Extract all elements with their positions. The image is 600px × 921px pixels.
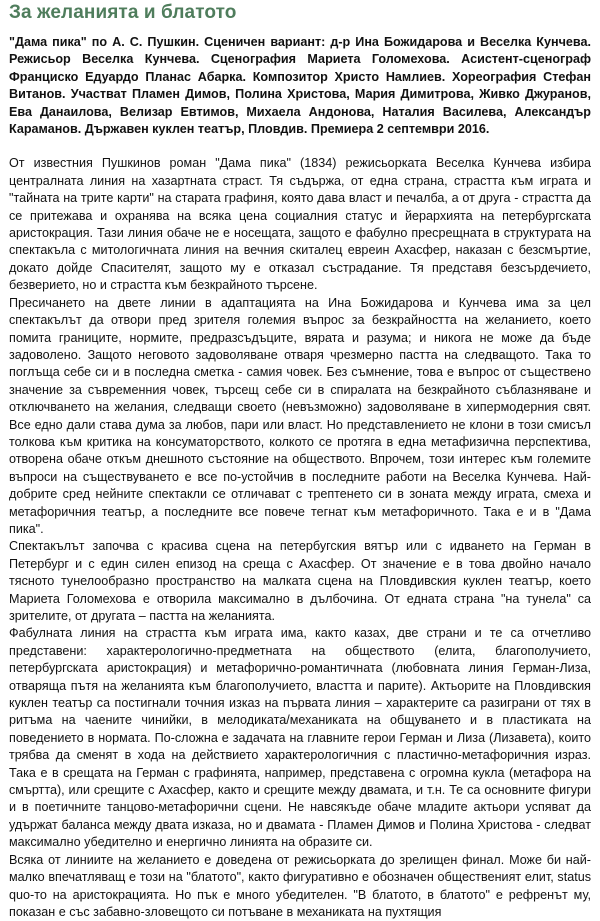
article-title: За желанията и блатото bbox=[9, 2, 237, 23]
paragraph: Фабулната линия на страстта към играта има, както казах, две страни и те са отчетливо представени: характерологично-предметната на обществото (елита, благополучието, петербургската аристокрация) и метафорично-романтичната (любовната линия Герман-Лиза, отваряща пътя на желанията към благополучието, властта и парите). Актьорите на Пловдивския куклен театър са постигнали точния изказ на първата линия – характерите са разиграни от тях в ритъма на чаените чинийки, в мелодиката/механиката на общуването и в пластиката на поведението в нормата. По-сложна е задачата на главните герои Герман и Лиза (Лизавета), които трябва да сменят в хода на действието характерологичния с пластично-метафоричния израз. Така е в срещата на Герман с графинята, например, представена с огромна кукла (метафора на смъртта), или срещите с Ахасфер, както и срещите между двамата, и т.н. Те са основните фигури и в поетичните танцово-метафорични сцени. Не навсякъде обаче младите актьори успяват да удържат баланса между двата изказа, но и двамата - Пламен Димов и Полина Христова - следват максимално убедително и енергично линията на образите си. bbox=[9, 626, 591, 850]
paragraph: Всяка от линиите на желанието е доведена от режисьорката до зрелищен финал. Може би най-малко впечатляващ е този на "блатото", както фигуративно е обозначен общественият елит, status quo-то на аристокрацията. Но пък е много убедителен. "В блатото, в блатото" е рефренът му, показан е със забавно-зловещото си потъване в механиката на пухтящия bbox=[9, 852, 591, 919]
production-credits: "Дама пика" по А. С. Пушкин. Сценичен вариант: д-р Ина Божидарова и Веселка Кунчева. Режисьор Веселка Кунчева. Сценография Мариета Голомехова. Асистент-сценограф Франциско Едуардо Планас Абарка. Композитор Христо Намлиев. Хореография Стефан Витанов. Участват Пламен Димов, Полина Христова, Мария Димитрова, Живко Джуранов, Ева Данаилова, Велизар Евтимов, Михаела Андонова, Наталия Василева, Александър Караманов. Държавен куклен театър, Пловдив. Премиера 2 септември 2016. bbox=[9, 35, 591, 137]
paragraph: От известния Пушкинов роман "Дама пика" (1834) режисьорката Веселка Кунчева избира централната линия на хазартната страст. Тя съдържа, от една страна, страстта към играта и "тайната на трите карти" на старата графиня, която дава власт и печалба, а от друга - страстта да се притежава и охранява на всяка цена социалния статус и йерархията на петербургската аристокрация. Тази линия обаче не е носещата, защото е фабулно пресрещната в структурата на спектакъла с митологичната линия на вечния скиталец евреин Ахасфер, наказан с безсмъртие, докато дойде Спасителят, защото му е отказал състрадание. Тя представя безсърдечието, безверието, но и страстта към безкрайното търсене. bbox=[9, 156, 591, 293]
paragraph: Спектакълът започва с красива сцена на петербугския вятър или с идването на Герман в Петербург и с един силен епизод на среща с Ахасфер. От значение е в това двойно начало тясното тунелообразно пространство на малката сцена на Пловдивския куклен театър, което Мариета Голомехова е отворила максимално в дълбочина. От едната страна "на тунела" са зрителите, от другата – пастта на желанията. bbox=[9, 539, 591, 623]
paragraph: Пресичането на двете линии в адаптацията на Ина Божидарова и Кунчева има за цел спектакълът да отвори пред зрителя големия въпрос за безкрайността на желанието, което помита границите, нормите, предразсъдъците, вярата и разума; и никога не може да бъде задоволено. Защото неговото задоволяване отваря чрезмерно пастта на следващото. Така то поглъща себе си и в последна сметка - самия човек. Без съмнение, това е въпрос от съществено значение за съвременния човек, търсещ себе си в спиралата на безкрайното съблазняване и отключването на желания, следващи своето (невъзможно) задоволяване в хипермодерния свят. Все едно дали става дума за любов, пари или власт. Но представлението не клони в този смисъл толкова към критика на консуматорството, колкото се протяга в една метафизична перспектива, отворена обаче откъм днешното състояние на обществото. Впрочем, този интерес към големите въпроси на съществуването е все по-устойчив в последните работи на Веселка Кунчева. Най-добрите сред нейните спектакли се отличават с трептенето си в зоната между играта, смеха и метафоричния театър, а последните все повече тегнат към метафоричното. Така е и в "Дама пика". bbox=[9, 295, 591, 536]
